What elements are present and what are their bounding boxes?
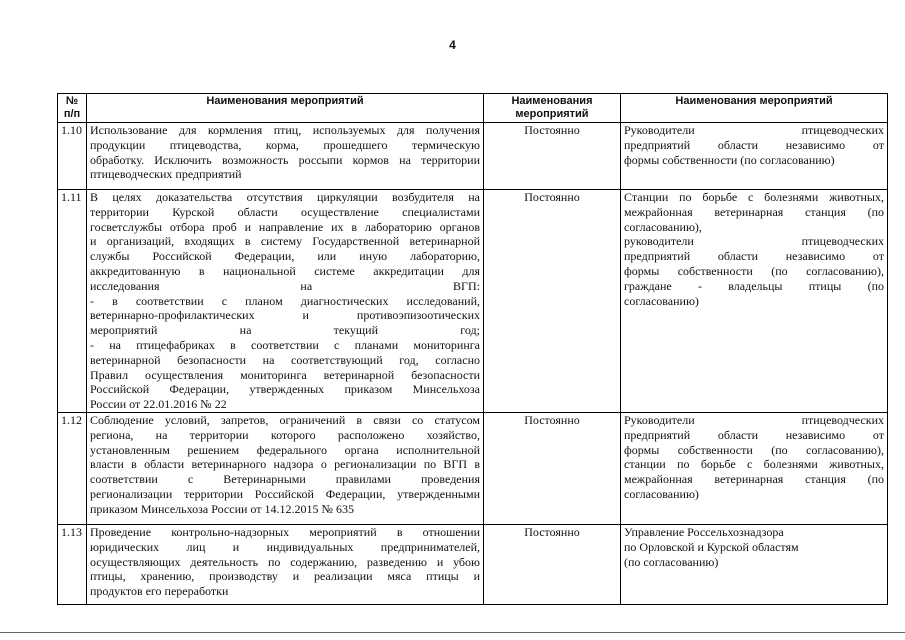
responsible-line: руководители птицеводческих: [624, 234, 884, 249]
activity-line: Правил осуществления мониторинга ветеринарной безопасности: [90, 367, 480, 382]
activity-line: В целях доказательства отсутствия циркуляции возбудителя на: [90, 190, 480, 204]
activity-line: ветеринарно-профилактических и противоэпизоотических: [90, 308, 480, 323]
table-row: [58, 412, 888, 524]
activity-line: продукции птицеводства, корма, прошедшего термическую: [90, 137, 480, 152]
row-number: 1.12: [58, 412, 87, 524]
responsible-line: по Орловской и Курской областям: [624, 539, 799, 554]
activity-line: территории Курской области осуществление специалистами: [90, 204, 480, 219]
responsible-line: межрайонная ветеринарная станция (по: [624, 204, 884, 219]
activity-line: мероприятий на текущий год;: [90, 323, 480, 338]
responsible-line: (по согласованию): [624, 554, 719, 569]
activity-line: установленным решением федерального органа исполнительной: [90, 442, 480, 457]
activity-line: Соблюдение условий, запретов, ограничений в связи со статусом: [90, 412, 480, 427]
responsible-line: предприятий области независимо от: [624, 249, 884, 264]
responsible-cell: [621, 412, 888, 524]
activity-line: соответствии с Ветеринарными правилами проведения: [90, 472, 480, 487]
activity-line: юридических лиц и индивидуальных предпринимателей,: [90, 539, 480, 554]
responsible-cell: [621, 524, 888, 604]
responsible-line: Управление Россельхознадзора: [624, 524, 784, 539]
responsible-line: станции по борьбе с болезнями животных,: [624, 457, 884, 472]
responsible-line: граждане - владельцы птицы (по: [624, 278, 884, 293]
responsible-line: предприятий области независимо от: [624, 427, 884, 442]
activity-line: Российской Федерации, утвержденных приказом Минсельхоза: [90, 382, 480, 397]
activity-line: - в соответствии с планом диагностических исследований,: [90, 293, 480, 308]
activity-line: продуктов его переработки: [90, 584, 229, 599]
table-row: [58, 190, 888, 413]
activity-line: - на птицефабриках в соответствии с планами мониторинга: [90, 337, 480, 352]
page-number: 4: [449, 38, 456, 52]
activity-line: России от 22.01.2016 № 22: [90, 397, 227, 412]
activity-line: птицы, хранению, производству и реализации мяса птицы и: [90, 569, 480, 584]
responsible-line: формы собственности (по согласованию): [624, 152, 835, 167]
activity-cell: [87, 123, 484, 190]
activity-line: ветеринарной безопасности на соответствующий год, согласно: [90, 352, 480, 367]
responsible-line: согласованию): [624, 293, 699, 308]
responsible-line: Станции по борьбе с болезнями животных,: [624, 190, 884, 204]
responsible-line: формы собственности (по согласованию),: [624, 442, 884, 457]
activity-line: регионализации территории Российской Федерации, утвержденными: [90, 486, 480, 501]
activity-line: власти в области ветеринарного надзора о регионализации по ВГП в: [90, 457, 480, 472]
table-header-row: [58, 94, 888, 123]
table-row: [58, 123, 888, 190]
activity-line: Использование для кормления птиц, используемых для получения: [90, 123, 480, 137]
activity-cell: [87, 190, 484, 413]
activity-line: службы Российской Федерации, или иную лабораторию,: [90, 249, 480, 264]
row-number: 1.11: [58, 190, 87, 413]
responsible-line: предприятий области независимо от: [624, 137, 884, 152]
page-bottom-rule: [0, 632, 905, 633]
activity-line: и организаций, входящих в систему Государственной ветеринарной: [90, 234, 480, 249]
term-cell: Постоянно: [484, 123, 621, 190]
activity-line: Проведение контрольно-надзорных мероприятий в отношении: [90, 524, 480, 539]
responsible-line: Руководители птицеводческих: [624, 123, 884, 137]
activity-line: госветслужбы отбора проб и направление их в лабораторию органов: [90, 219, 480, 234]
responsible-cell: [621, 190, 888, 413]
header-activity: Наименования мероприятий: [87, 94, 484, 123]
responsible-cell: [621, 123, 888, 190]
activity-line: обработку. Исключить возможность россыпи кормов на территории: [90, 152, 480, 167]
term-cell: Постоянно: [484, 190, 621, 413]
term-cell: Постоянно: [484, 412, 621, 524]
activity-line: региона, на территории которого расположено хозяйство,: [90, 427, 480, 442]
activity-line: приказом Минсельхоза России от 14.12.2015 № 635: [90, 501, 354, 516]
table-row: [58, 524, 888, 604]
activity-cell: [87, 412, 484, 524]
responsible-line: Руководители птицеводческих: [624, 412, 884, 427]
responsible-line: согласованию),: [624, 219, 702, 234]
activity-line: птицеводческих предприятий: [90, 167, 242, 182]
responsible-line: согласованию): [624, 486, 699, 501]
row-number: 1.13: [58, 524, 87, 604]
responsible-line: формы собственности (по согласованию),: [624, 263, 884, 278]
measures-table: [57, 93, 888, 605]
header-term: Наименования мероприятий: [484, 94, 621, 123]
header-num: № п/п: [58, 94, 87, 123]
activity-cell: [87, 524, 484, 604]
activity-line: аккредитованную в национальной системе аккредитации для: [90, 263, 480, 278]
header-responsible: Наименования мероприятий: [621, 94, 888, 123]
term-cell: Постоянно: [484, 524, 621, 604]
responsible-line: межрайонная ветеринарная станция (по: [624, 472, 884, 487]
activity-line: осуществляющих деятельность по содержанию, разведению и убою: [90, 554, 480, 569]
activity-line: исследования на ВГП:: [90, 278, 480, 293]
row-number: 1.10: [58, 123, 87, 190]
